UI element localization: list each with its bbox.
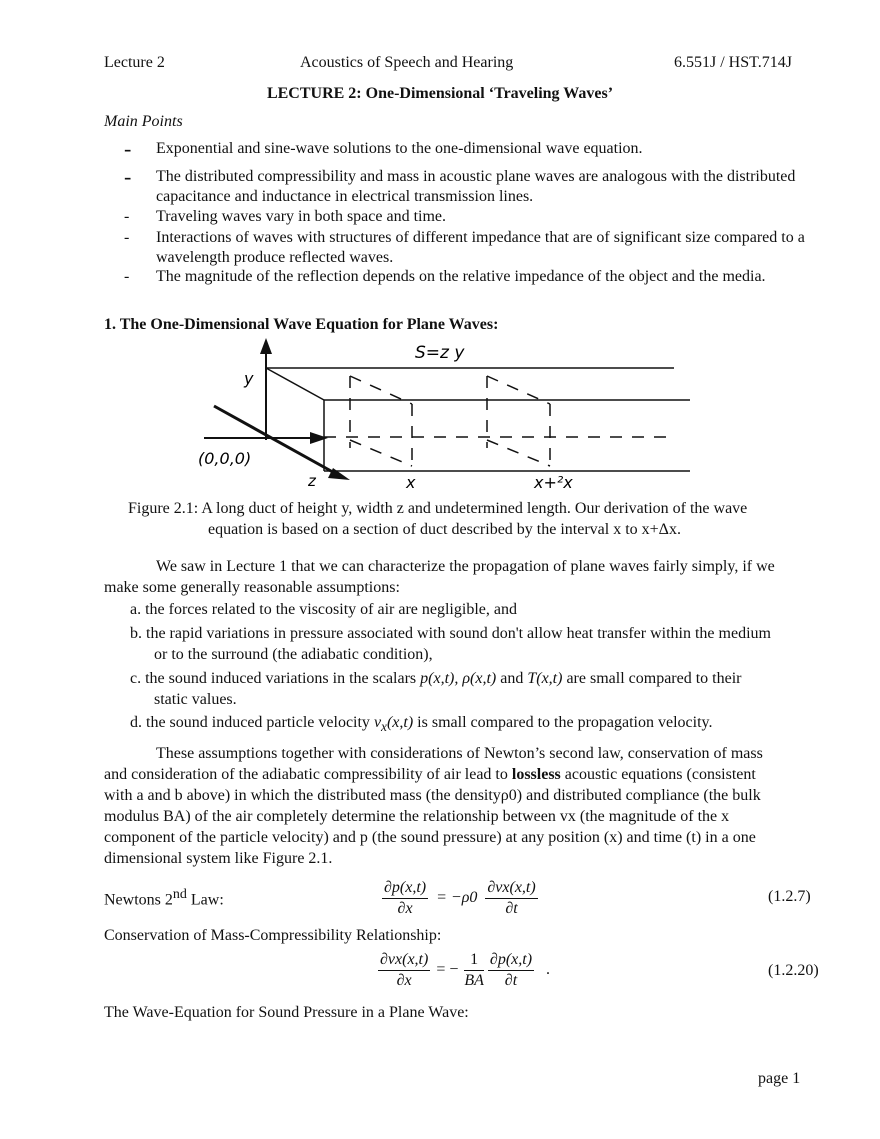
eq2-rhs-fraction: $\frac{\partial p(x,t)}{\partial t}$ bbox=[489, 951, 533, 989]
assumption-d-var: v bbox=[373, 714, 382, 731]
intro-line-1: We saw in Lecture 1 that we can characterize the propagation of plane waves fairly simply, if we bbox=[156, 558, 775, 575]
body-line-2: and consideration of the adiabatic compressibility of air lead to lossless acoustic equations (consistent bbox=[104, 766, 756, 783]
body-line-6: dimensional system like Figure 2.1. bbox=[104, 850, 333, 867]
main-point-2: The distributed compressibility and mass in acoustic plane waves are analogous with the distributed capacitance and inductance in electrical transmission lines. bbox=[156, 168, 796, 205]
assumption-c-pre: c. the sound induced variations in the scalars bbox=[130, 670, 421, 687]
intro-paragraph bbox=[104, 556, 834, 598]
header-center: Acoustics of Speech and Hearing bbox=[300, 54, 514, 71]
assumption-d-post: is small compared to the propagation velocity. bbox=[413, 714, 713, 731]
y-label: y bbox=[244, 369, 254, 388]
caption-line-1: Figure 2.1: A long duct of height y, width z and undetermined length. Our derivation of the wave bbox=[128, 500, 748, 517]
assumption-b-line-1: b. the rapid variations in pressure associated with sound don't allow heat transfer within the medium bbox=[130, 625, 771, 642]
header-right: 6.551J / HST.714J bbox=[674, 54, 792, 71]
body-line-1: These assumptions together with considerations of Newton’s second law, conservation of mass bbox=[156, 745, 763, 762]
page-title: LECTURE 2: One-Dimensional ‘Traveling Waves’ bbox=[266, 85, 614, 102]
header-left: Lecture 2 bbox=[104, 54, 165, 71]
assumption-d-sub: x bbox=[381, 719, 387, 735]
assumption-c-post: are small compared to their bbox=[562, 670, 742, 687]
eq1-rhs-fraction: $\frac{\partial vx(x,t)}{\partial t}$ bbox=[487, 879, 536, 917]
body-line-5: component of the particle velocity) and p (the sound pressure) at any position (x) and time (t) in a one bbox=[104, 829, 756, 846]
z-label: z bbox=[308, 472, 316, 490]
intro-line-2: make some generally reasonable assumptions: bbox=[104, 579, 400, 596]
main-points-heading: Main Points bbox=[104, 113, 183, 130]
assumption-a: a. the forces related to the viscosity of air are negligible, and bbox=[130, 601, 517, 618]
eq2-label: Conservation of Mass-Compressibility Relationship: bbox=[104, 927, 442, 944]
body-line-4: modulus BA) of the air completely determine the relationship between vx (the magnitude of the x bbox=[104, 808, 730, 825]
x-axis-arrowhead bbox=[310, 432, 328, 444]
duct-figure bbox=[190, 336, 690, 496]
main-point-4: Interactions of waves with structures of different impedance that are of significant size compared to a wavelength produce reflected waves. bbox=[156, 229, 805, 266]
caption-line-2: equation is based on a section of duct described by the interval x to x+Δx. bbox=[208, 521, 681, 538]
section-heading: 1. The One-Dimensional Wave Equation for Plane Waves: bbox=[104, 316, 499, 333]
wave-equation-label: The Wave-Equation for Sound Pressure in a Plane Wave: bbox=[104, 1004, 469, 1021]
assumption-c-vars: p(x,t), ρ(x,t) bbox=[420, 670, 497, 687]
bullet-dash: - bbox=[124, 229, 130, 246]
duct-top-left-edge bbox=[266, 368, 324, 400]
main-point-3: Traveling waves vary in both space and time. bbox=[156, 208, 447, 225]
eq1-relation: = −ρ0 bbox=[436, 889, 478, 907]
equation-newton bbox=[382, 878, 538, 919]
body-paragraph bbox=[104, 743, 834, 869]
eq2-lhs-fraction: $\frac{\partial vx(x,t)}{\partial x}$ bbox=[380, 951, 429, 989]
bullet-dash: - bbox=[124, 208, 130, 225]
page-number: page 1 bbox=[758, 1070, 801, 1087]
x-plus-dx-label: x+²x bbox=[534, 473, 573, 492]
lossless-term: lossless bbox=[511, 766, 561, 783]
bullet-dash: - bbox=[124, 164, 132, 189]
assumption-b bbox=[130, 623, 830, 665]
assumption-c bbox=[130, 668, 830, 710]
eq2-coefficient: $\frac{1}{BA}$ bbox=[464, 951, 484, 989]
main-point-5: The magnitude of the reflection depends on the relative impedance of the object and the media. bbox=[156, 268, 766, 285]
assumption-d bbox=[130, 712, 830, 737]
eq2-number: (1.2.20) bbox=[768, 962, 819, 979]
bullet-dash: - bbox=[124, 268, 130, 285]
eq1-lhs-fraction: $\frac{\partial p(x,t)}{\partial x}$ bbox=[384, 879, 427, 917]
origin-label: (0,0,0) bbox=[198, 449, 252, 468]
equation-continuity bbox=[378, 950, 550, 991]
eq1-number: (1.2.7) bbox=[768, 888, 811, 905]
eq2-period: . bbox=[546, 961, 551, 979]
eq2-relation: = − bbox=[436, 961, 459, 979]
assumption-c-and: and bbox=[496, 670, 528, 687]
main-point-1: Exponential and sine-wave solutions to the one-dimensional wave equation. bbox=[156, 140, 643, 157]
area-label: S=z y bbox=[415, 343, 465, 363]
assumption-b-line-2: or to the surround (the adiabatic condition), bbox=[154, 646, 433, 663]
bullet-dash: - bbox=[124, 136, 132, 161]
body-line-3: with a and b above) in which the distributed mass (the densityρ0) and distributed compliance (the bulk bbox=[104, 787, 761, 804]
assumption-c-line-2: static values. bbox=[154, 691, 237, 708]
assumption-d-args: (x,t) bbox=[386, 714, 414, 731]
y-axis-arrowhead bbox=[260, 338, 272, 354]
eq1-label: Newtons 2nd Law: bbox=[104, 887, 224, 909]
assumption-c-temp: T(x,t) bbox=[527, 670, 563, 687]
figure-caption bbox=[128, 498, 828, 540]
assumption-d-pre: d. the sound induced particle velocity bbox=[130, 714, 374, 731]
x-label: x bbox=[406, 473, 416, 492]
